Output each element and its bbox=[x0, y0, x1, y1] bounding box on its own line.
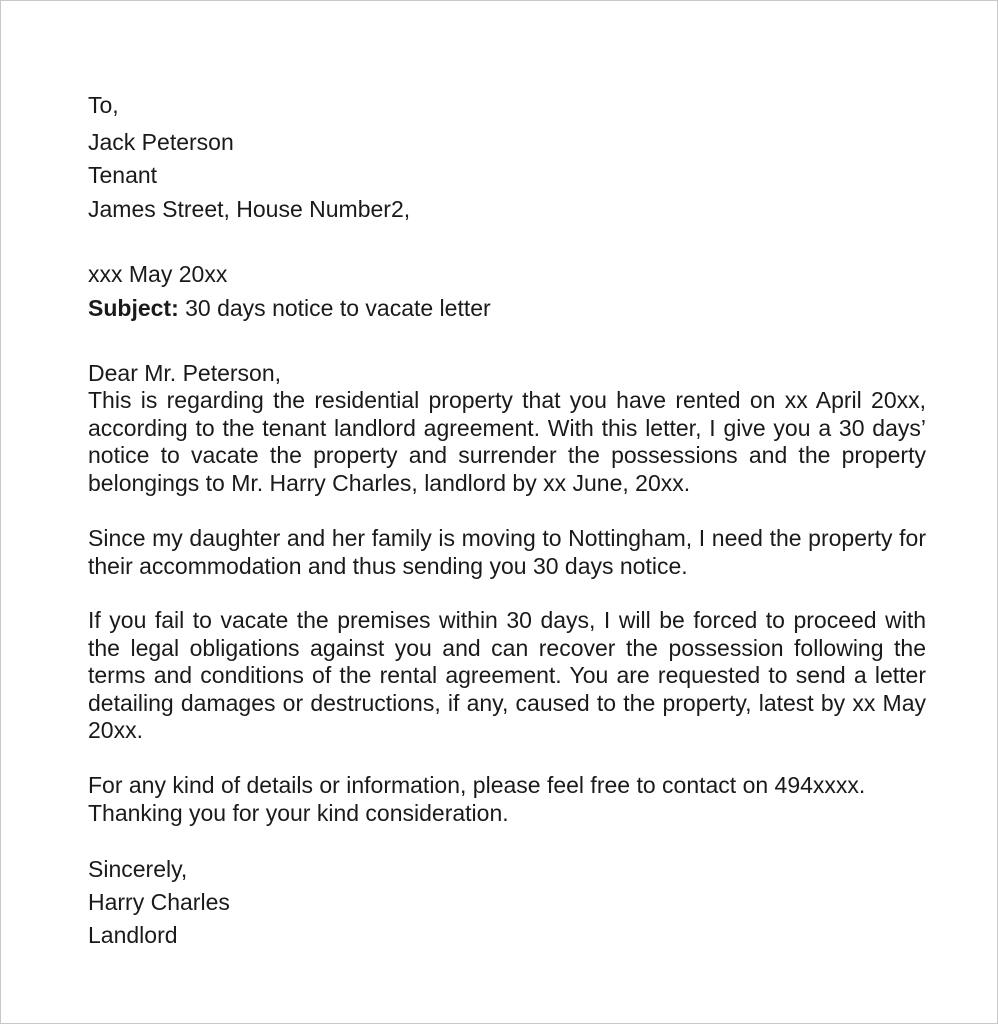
greeting: Dear Mr. Peterson, bbox=[88, 360, 282, 386]
recipient-address: James Street, House Number2, bbox=[88, 196, 411, 222]
body-paragraph-1: This is regarding the residential property that you have rented on xx April 20xx, according to the tenant landlord agreement. With this letter, I give you a 30 days’ notice to vacate the property and surrender the possessions and the property belongings to Mr. Harry Charles, landlord by xx June, 20xx. bbox=[88, 387, 926, 496]
recipient-role: Tenant bbox=[88, 162, 158, 188]
valediction: Sincerely, bbox=[88, 856, 188, 882]
body-paragraph-3: If you fail to vacate the premises within 30 days, I will be forced to proceed with the legal obligations against you and can recover the possession following the terms and conditions of the rental agreement. You are requested to send a letter detailing damages or destructions, if any, caused to the property, latest by xx May 20xx. bbox=[88, 607, 926, 743]
sender-name: Harry Charles bbox=[88, 889, 230, 915]
letter-date: xxx May 20xx bbox=[88, 261, 228, 287]
to-line: To, bbox=[88, 92, 119, 118]
subject-line bbox=[88, 295, 491, 322]
recipient-name: Jack Peterson bbox=[88, 129, 234, 155]
subject-label: Subject: bbox=[88, 295, 179, 321]
sender-role: Landlord bbox=[88, 922, 178, 948]
body-paragraph-2: Since my daughter and her family is moving to Nottingham, I need the property for their accommodation and thus sending you 30 days notice. bbox=[88, 525, 926, 579]
body-paragraph-4-line-2: Thanking you for your kind consideration. bbox=[88, 800, 509, 826]
body-paragraph-4-line-1: For any kind of details or information, please feel free to contact on 494xxxx. bbox=[88, 772, 866, 798]
subject-text: 30 days notice to vacate letter bbox=[178, 295, 491, 321]
